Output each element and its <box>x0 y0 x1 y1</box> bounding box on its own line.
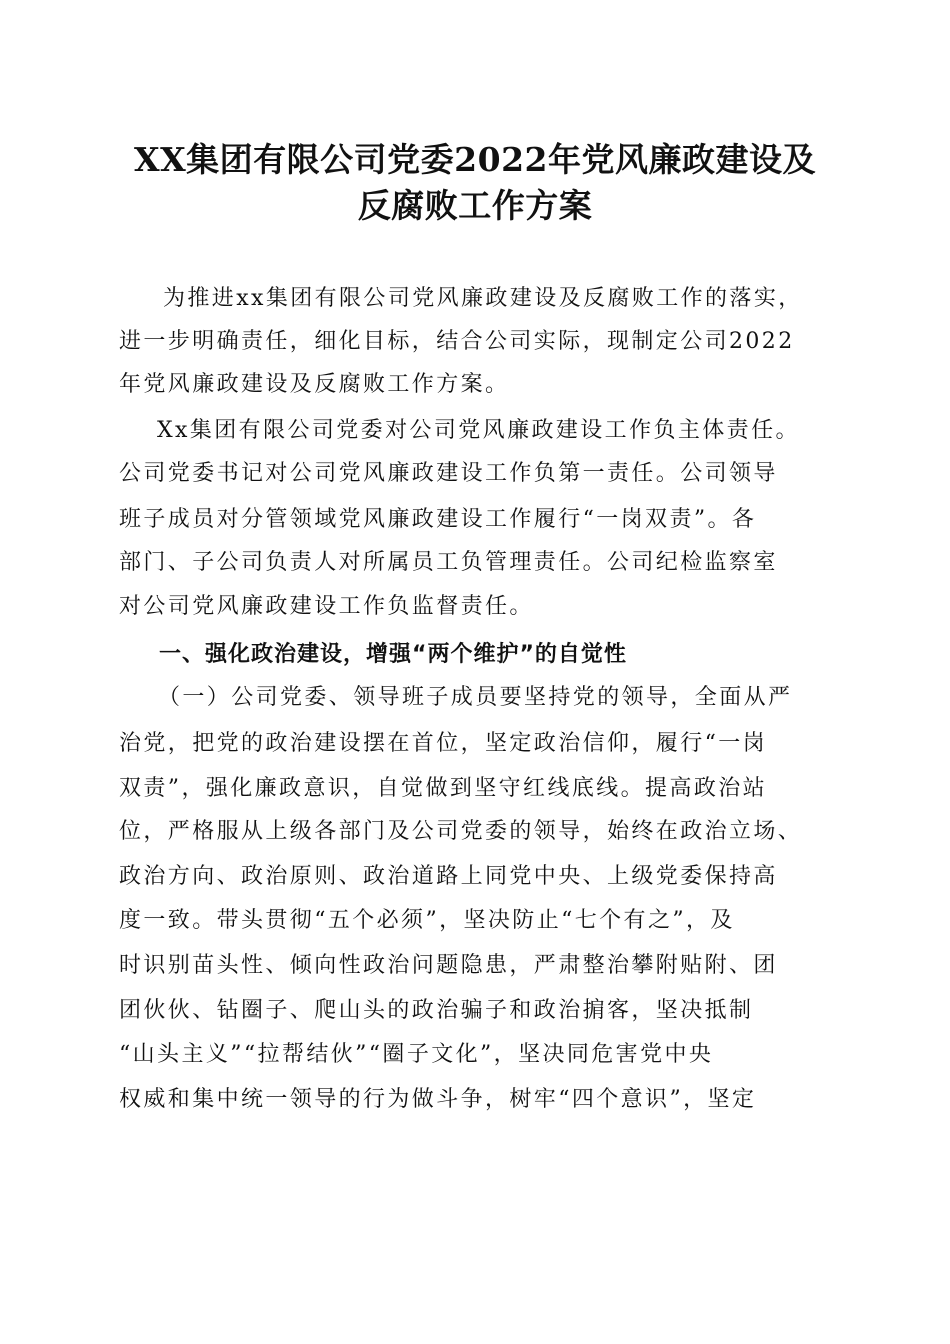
document-title-line-2: 反腐败工作方案 <box>357 186 593 225</box>
document-title-line-1: XX集团有限公司党委2022年党风廉政建设及 <box>133 140 817 179</box>
paragraph-3-line-10: 权威和集中统一领导的行为做斗争，树牢“四个意识”，坚定 <box>119 1087 757 1112</box>
section-heading-1: 一、强化政治建设，增强“两个维护”的自觉性 <box>159 642 627 667</box>
paragraph-2-line-4: 部门、子公司负责人对所属员工负管理责任。公司纪检监察室 <box>119 550 778 575</box>
paragraph-3-line-8: 团伙伙、钻圈子、爬山头的政治骗子和政治掮客，坚决抵制 <box>119 998 754 1023</box>
paragraph-3-line-4: 位，严格服从上级各部门及公司党委的领导，始终在政治立场、 <box>119 819 803 844</box>
paragraph-1-line-3: 年党风廉政建设及反腐败工作方案。 <box>119 372 510 397</box>
paragraph-3-line-6: 度一致。带头贯彻“五个必须”，坚决防止“七个有之”，及 <box>119 908 735 933</box>
paragraph-2-line-3: 班子成员对分管领域党风廉政建设工作履行“一岗双责”。各 <box>119 507 757 532</box>
paragraph-3-line-5: 政治方向、政治原则、政治道路上同党中央、上级党委保持高 <box>119 864 778 889</box>
paragraph-2-line-5: 对公司党风廉政建设工作负监督责任。 <box>119 594 534 619</box>
paragraph-2-line-2: 公司党委书记对公司党风廉政建设工作负第一责任。公司领导 <box>119 461 778 486</box>
paragraph-1-line-1: 为推进xx集团有限公司党风廉政建设及反腐败工作的落实， <box>163 286 803 311</box>
paragraph-3-line-7: 时识别苗头性、倾向性政治问题隐患，严肃整治攀附贴附、团 <box>119 953 778 978</box>
paragraph-1-line-2: 进一步明确责任，细化目标，结合公司实际，现制定公司2022 <box>119 329 795 354</box>
paragraph-3-line-2: 治党，把党的政治建设摆在首位，坚定政治信仰，履行“一岗 <box>119 731 768 756</box>
paragraph-3-line-9: “山头主义”“拉帮结伙”“圈子文化”，坚决同危害党中央 <box>119 1042 714 1067</box>
paragraph-3-line-3: 双责”，强化廉政意识，自觉做到坚守红线底线。提高政治站 <box>119 776 768 801</box>
paragraph-3-line-1: （一）公司党委、领导班子成员要坚持党的领导，全面从严 <box>158 685 793 710</box>
paragraph-2-line-1: Xx集团有限公司党委对公司党风廉政建设工作负主体责任。 <box>157 418 800 443</box>
